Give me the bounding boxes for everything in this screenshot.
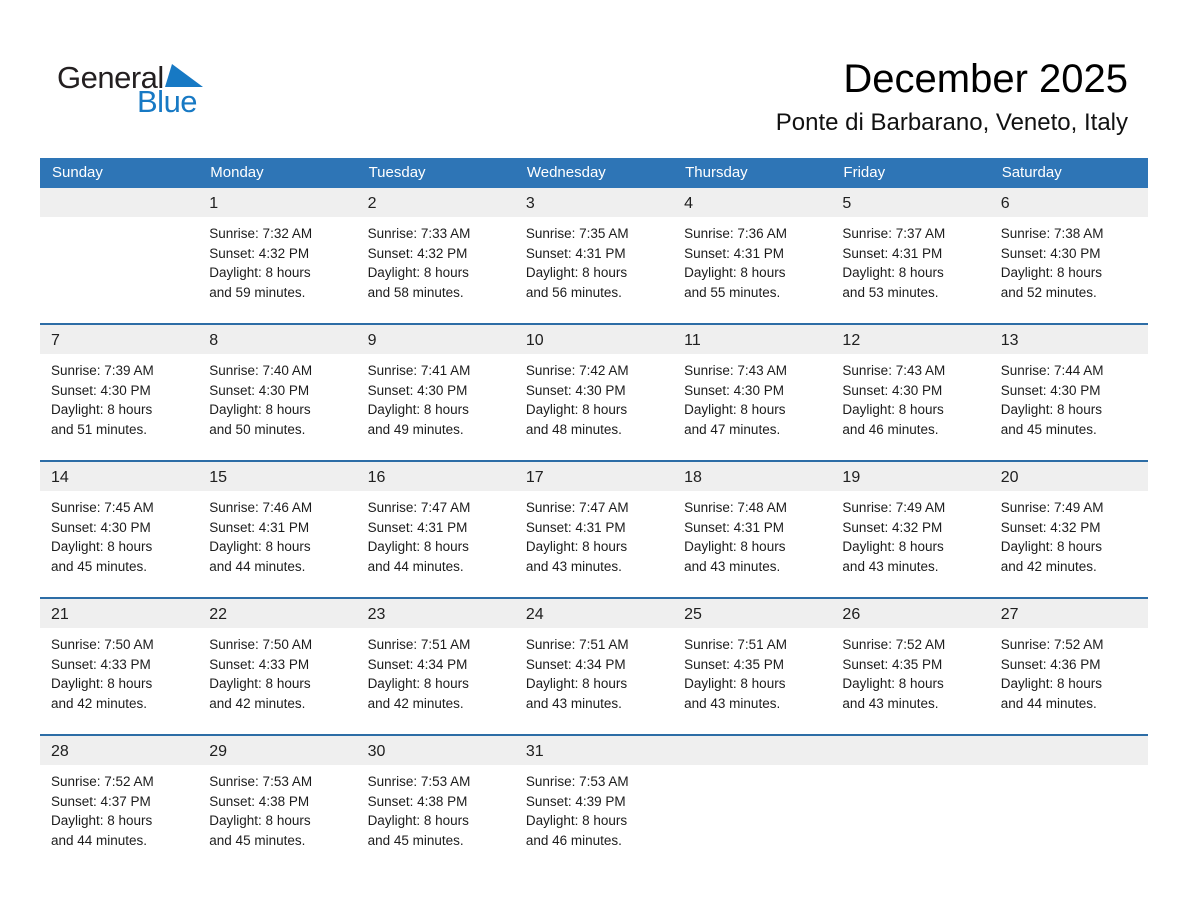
day-number-strip [831, 188, 989, 217]
day-number: 16 [367, 469, 386, 486]
day-number: 8 [209, 332, 219, 349]
calendar-day-cell [515, 325, 673, 460]
day-details [831, 217, 989, 302]
calendar-day-cell [40, 599, 198, 734]
weekday-header-tuesday: Tuesday [368, 164, 426, 181]
sunset-text: Sunset: 4:38 PM [367, 793, 468, 809]
sunset-text: Sunset: 4:33 PM [51, 656, 151, 672]
day-number: 24 [525, 606, 544, 623]
daylight-text-line2: and 42 minutes. [209, 695, 306, 711]
daylight-text-line1: Daylight: 8 hours [51, 539, 153, 554]
week-row-1 [40, 188, 1148, 323]
week-row-5 [40, 734, 1148, 871]
day-number-strip [831, 462, 989, 491]
day-number-strip [40, 325, 198, 354]
day-number-strip [673, 462, 831, 491]
daylight-text-line2: and 47 minutes. [684, 421, 781, 437]
daylight-text-line2: and 45 minutes. [51, 558, 148, 574]
daylight-text-line2: and 43 minutes. [684, 558, 781, 574]
day-number-strip [673, 736, 831, 765]
day-number: 23 [367, 606, 386, 623]
calendar-day-cell [515, 736, 673, 871]
sunrise-text: Sunrise: 7:47 AM [525, 500, 629, 515]
sunrise-text: Sunrise: 7:35 AM [525, 226, 629, 241]
daylight-text-line1: Daylight: 8 hours [1000, 265, 1103, 280]
daylight-text-line2: and 58 minutes. [367, 284, 464, 300]
day-details [40, 765, 198, 850]
calendar-day-cell [357, 188, 515, 323]
page-title: December 2025 [843, 57, 1128, 101]
calendar-day-cell [40, 736, 198, 871]
daylight-text-line2: and 44 minutes. [1000, 695, 1097, 711]
calendar-day-cell [515, 599, 673, 734]
sunrise-text: Sunrise: 7:50 AM [209, 637, 313, 652]
week-row-2 [40, 323, 1148, 460]
weekday-header-saturday: Saturday [1001, 164, 1062, 181]
logo-text-blue: Blue [137, 84, 198, 119]
daylight-text-line1: Daylight: 8 hours [525, 265, 628, 280]
sunrise-text: Sunrise: 7:53 AM [525, 774, 629, 789]
daylight-text-line2: and 56 minutes. [525, 284, 622, 300]
sunset-text: Sunset: 4:30 PM [842, 382, 943, 398]
daylight-text-line1: Daylight: 8 hours [367, 539, 469, 554]
sunset-text: Sunset: 4:32 PM [1000, 519, 1101, 535]
sunrise-text: Sunrise: 7:41 AM [367, 363, 471, 378]
calendar-day-cell [198, 462, 356, 597]
daylight-text-line1: Daylight: 8 hours [1000, 539, 1103, 554]
calendar-day-cell [357, 325, 515, 460]
daylight-text-line2: and 43 minutes. [842, 558, 939, 574]
daylight-text-line2: and 48 minutes. [525, 421, 622, 437]
day-number-strip [40, 462, 198, 491]
day-number-strip [198, 462, 356, 491]
day-number-strip [831, 736, 989, 765]
daylight-text-line2: and 42 minutes. [51, 695, 148, 711]
daylight-text-line2: and 59 minutes. [209, 284, 306, 300]
day-number: 28 [51, 743, 69, 760]
sunrise-text: Sunrise: 7:32 AM [209, 226, 313, 241]
daylight-text-line1: Daylight: 8 hours [367, 402, 469, 417]
daylight-text-line1: Daylight: 8 hours [51, 676, 153, 691]
daylight-text-line2: and 43 minutes. [525, 695, 622, 711]
daylight-text-line1: Daylight: 8 hours [1000, 676, 1103, 691]
day-details [357, 765, 515, 850]
day-details [198, 217, 356, 302]
day-number: 9 [367, 332, 377, 349]
sunrise-text: Sunrise: 7:51 AM [684, 637, 787, 652]
day-number: 2 [367, 195, 377, 212]
daylight-text-line1: Daylight: 8 hours [684, 402, 786, 417]
day-details [831, 491, 989, 576]
calendar-day-cell [990, 188, 1148, 323]
sunrise-text: Sunrise: 7:51 AM [525, 637, 629, 652]
daylight-text-line1: Daylight: 8 hours [367, 676, 469, 691]
sunset-text: Sunset: 4:31 PM [209, 519, 310, 535]
sunrise-text: Sunrise: 7:50 AM [51, 637, 154, 652]
sunset-text: Sunset: 4:30 PM [209, 382, 310, 398]
calendar-day-cell [198, 736, 356, 871]
daylight-text-line1: Daylight: 8 hours [842, 265, 944, 280]
daylight-text-line2: and 45 minutes. [1000, 421, 1097, 437]
day-number-strip [198, 736, 356, 765]
calendar-day-cell [673, 599, 831, 734]
day-details [40, 628, 198, 713]
sunrise-text: Sunrise: 7:43 AM [684, 363, 787, 378]
daylight-text-line1: Daylight: 8 hours [842, 539, 944, 554]
sunset-text: Sunset: 4:32 PM [842, 519, 943, 535]
day-number-strip [198, 599, 356, 628]
sunset-text: Sunset: 4:31 PM [367, 519, 468, 535]
week-row-4 [40, 597, 1148, 734]
day-number: 4 [684, 195, 694, 212]
weekday-header-thursday: Thursday [685, 164, 748, 181]
daylight-text-line1: Daylight: 8 hours [51, 813, 153, 828]
daylight-text-line2: and 53 minutes. [842, 284, 939, 300]
weekday-header-friday: Friday [843, 164, 886, 181]
daylight-text-line2: and 45 minutes. [367, 832, 464, 848]
day-details [515, 765, 673, 850]
day-number-strip [673, 599, 831, 628]
calendar-day-cell [40, 325, 198, 460]
day-number: 20 [1000, 469, 1019, 486]
day-number-strip [40, 736, 198, 765]
sunset-text: Sunset: 4:39 PM [525, 793, 626, 809]
calendar-empty-cell [831, 736, 989, 871]
day-details [990, 491, 1148, 576]
daylight-text-line1: Daylight: 8 hours [209, 676, 311, 691]
sunset-text: Sunset: 4:35 PM [684, 656, 784, 672]
day-number: 14 [51, 469, 69, 486]
day-details [673, 354, 831, 439]
sunset-text: Sunset: 4:34 PM [525, 656, 626, 672]
sunset-text: Sunset: 4:36 PM [1000, 656, 1101, 672]
day-details [357, 628, 515, 713]
daylight-text-line2: and 44 minutes. [367, 558, 464, 574]
day-details [198, 491, 356, 576]
day-details [357, 491, 515, 576]
sunset-text: Sunset: 4:31 PM [684, 245, 784, 261]
daylight-text-line1: Daylight: 8 hours [51, 402, 153, 417]
general-blue-logo [57, 62, 203, 117]
day-number-strip [515, 188, 673, 217]
calendar-day-cell [831, 462, 989, 597]
daylight-text-line2: and 49 minutes. [367, 421, 464, 437]
calendar-day-cell [198, 325, 356, 460]
sunset-text: Sunset: 4:31 PM [525, 245, 626, 261]
calendar [40, 158, 1148, 871]
day-number-strip [990, 188, 1148, 217]
daylight-text-line2: and 43 minutes. [684, 695, 781, 711]
calendar-day-cell [673, 325, 831, 460]
day-number: 12 [842, 332, 861, 349]
day-number-strip [673, 188, 831, 217]
day-number-strip [515, 599, 673, 628]
day-number-strip [515, 736, 673, 765]
sunrise-text: Sunrise: 7:44 AM [1000, 363, 1104, 378]
sunset-text: Sunset: 4:30 PM [1000, 382, 1101, 398]
calendar-day-cell [515, 188, 673, 323]
day-number-strip [990, 736, 1148, 765]
daylight-text-line1: Daylight: 8 hours [842, 676, 944, 691]
day-details [673, 217, 831, 302]
title-block [776, 56, 1128, 137]
sunrise-text: Sunrise: 7:38 AM [1000, 226, 1104, 241]
daylight-text-line2: and 51 minutes. [51, 421, 148, 437]
calendar-day-cell [831, 325, 989, 460]
day-number: 6 [1000, 195, 1010, 212]
day-number: 22 [209, 606, 228, 623]
daylight-text-line1: Daylight: 8 hours [209, 265, 311, 280]
calendar-day-cell [990, 599, 1148, 734]
sunrise-text: Sunrise: 7:51 AM [367, 637, 471, 652]
sunset-text: Sunset: 4:30 PM [51, 519, 151, 535]
day-number-strip [990, 325, 1148, 354]
day-number: 11 [684, 332, 701, 349]
sunset-text: Sunset: 4:37 PM [51, 793, 151, 809]
sunrise-text: Sunrise: 7:42 AM [525, 363, 629, 378]
weekday-header-row [40, 158, 1148, 188]
daylight-text-line2: and 46 minutes. [842, 421, 939, 437]
sunrise-text: Sunrise: 7:53 AM [367, 774, 471, 789]
daylight-text-line2: and 50 minutes. [209, 421, 306, 437]
sunset-text: Sunset: 4:30 PM [367, 382, 468, 398]
day-number: 21 [51, 606, 69, 623]
day-number-strip [198, 188, 356, 217]
day-details [515, 354, 673, 439]
day-number: 30 [367, 743, 386, 760]
day-number: 1 [209, 195, 219, 212]
day-details [831, 354, 989, 439]
sunset-text: Sunset: 4:32 PM [209, 245, 310, 261]
day-number-strip [357, 325, 515, 354]
day-number-strip [357, 736, 515, 765]
day-number-strip [990, 462, 1148, 491]
calendar-day-cell [357, 599, 515, 734]
day-details [990, 217, 1148, 302]
sunrise-text: Sunrise: 7:45 AM [51, 500, 154, 515]
sunrise-text: Sunrise: 7:48 AM [684, 500, 787, 515]
weekday-header-wednesday: Wednesday [526, 164, 606, 181]
day-details [673, 765, 831, 772]
day-details [357, 217, 515, 302]
day-details [990, 765, 1148, 772]
daylight-text-line2: and 42 minutes. [367, 695, 464, 711]
sunset-text: Sunset: 4:30 PM [51, 382, 151, 398]
daylight-text-line2: and 55 minutes. [684, 284, 781, 300]
day-details [673, 628, 831, 713]
sunrise-text: Sunrise: 7:52 AM [51, 774, 154, 789]
daylight-text-line1: Daylight: 8 hours [209, 813, 311, 828]
day-number: 31 [525, 743, 544, 760]
sunrise-text: Sunrise: 7:53 AM [209, 774, 313, 789]
daylight-text-line1: Daylight: 8 hours [684, 539, 786, 554]
day-details [357, 354, 515, 439]
sunset-text: Sunset: 4:30 PM [684, 382, 784, 398]
day-number-strip [198, 325, 356, 354]
sunrise-text: Sunrise: 7:49 AM [1000, 500, 1104, 515]
calendar-day-cell [990, 325, 1148, 460]
day-number: 19 [842, 469, 861, 486]
logo-text-general: General [57, 60, 164, 95]
calendar-day-cell [40, 462, 198, 597]
day-details [198, 354, 356, 439]
day-number: 18 [684, 469, 702, 486]
sunset-text: Sunset: 4:33 PM [209, 656, 310, 672]
day-number-strip [990, 599, 1148, 628]
daylight-text-line1: Daylight: 8 hours [525, 539, 628, 554]
daylight-text-line2: and 44 minutes. [51, 832, 148, 848]
daylight-text-line2: and 45 minutes. [209, 832, 306, 848]
day-number: 25 [684, 606, 702, 623]
daylight-text-line2: and 43 minutes. [525, 558, 622, 574]
day-number: 27 [1000, 606, 1019, 623]
daylight-text-line2: and 52 minutes. [1000, 284, 1097, 300]
sunset-text: Sunset: 4:35 PM [842, 656, 943, 672]
daylight-text-line1: Daylight: 8 hours [684, 676, 786, 691]
sunrise-text: Sunrise: 7:52 AM [842, 637, 946, 652]
daylight-text-line1: Daylight: 8 hours [367, 265, 469, 280]
day-number: 29 [209, 743, 228, 760]
day-details [831, 628, 989, 713]
day-number: 10 [525, 332, 544, 349]
day-details [515, 217, 673, 302]
page-header [0, 0, 1188, 158]
day-details [515, 628, 673, 713]
day-number-strip [40, 599, 198, 628]
calendar-day-cell [198, 188, 356, 323]
daylight-text-line1: Daylight: 8 hours [525, 813, 628, 828]
calendar-day-cell [831, 599, 989, 734]
sunrise-text: Sunrise: 7:43 AM [842, 363, 946, 378]
sunrise-text: Sunrise: 7:40 AM [209, 363, 313, 378]
sunrise-text: Sunrise: 7:49 AM [842, 500, 946, 515]
calendar-day-cell [831, 188, 989, 323]
weekday-header-sunday: Sunday [52, 164, 103, 181]
day-number: 5 [842, 195, 852, 212]
day-details [673, 491, 831, 576]
daylight-text-line2: and 46 minutes. [525, 832, 622, 848]
sunset-text: Sunset: 4:30 PM [525, 382, 626, 398]
daylight-text-line1: Daylight: 8 hours [842, 402, 944, 417]
calendar-day-cell [673, 188, 831, 323]
sunrise-text: Sunrise: 7:39 AM [51, 363, 154, 378]
daylight-text-line2: and 42 minutes. [1000, 558, 1097, 574]
calendar-day-cell [357, 736, 515, 871]
day-number: 13 [1000, 332, 1019, 349]
day-number-strip [40, 188, 198, 217]
calendar-empty-cell [40, 188, 198, 323]
sunset-text: Sunset: 4:32 PM [367, 245, 468, 261]
calendar-day-cell [673, 462, 831, 597]
day-details [40, 491, 198, 576]
day-number-strip [831, 325, 989, 354]
day-details [198, 628, 356, 713]
daylight-text-line1: Daylight: 8 hours [209, 539, 311, 554]
day-number: 3 [525, 195, 535, 212]
daylight-text-line1: Daylight: 8 hours [367, 813, 469, 828]
daylight-text-line1: Daylight: 8 hours [1000, 402, 1103, 417]
day-number: 26 [842, 606, 861, 623]
page-subtitle: Ponte di Barbarano, Veneto, Italy [775, 109, 1128, 136]
day-number: 15 [209, 469, 228, 486]
day-number-strip [357, 188, 515, 217]
calendar-day-cell [357, 462, 515, 597]
weekday-header-monday: Monday [210, 164, 264, 181]
daylight-text-line1: Daylight: 8 hours [525, 676, 628, 691]
day-number: 17 [525, 469, 544, 486]
day-number: 7 [51, 332, 60, 349]
sunset-text: Sunset: 4:31 PM [684, 519, 784, 535]
day-number-strip [357, 462, 515, 491]
day-number-strip [515, 462, 673, 491]
daylight-text-line1: Daylight: 8 hours [684, 265, 786, 280]
calendar-day-cell [515, 462, 673, 597]
sunrise-text: Sunrise: 7:33 AM [367, 226, 471, 241]
calendar-day-cell [990, 462, 1148, 597]
sunset-text: Sunset: 4:30 PM [1000, 245, 1101, 261]
daylight-text-line2: and 44 minutes. [209, 558, 306, 574]
sunset-text: Sunset: 4:31 PM [525, 519, 626, 535]
calendar-empty-cell [990, 736, 1148, 871]
sunrise-text: Sunrise: 7:46 AM [209, 500, 313, 515]
calendar-day-cell [198, 599, 356, 734]
day-number-strip [673, 325, 831, 354]
sunset-text: Sunset: 4:38 PM [209, 793, 310, 809]
day-details [831, 765, 989, 772]
day-details [40, 354, 198, 439]
sunrise-text: Sunrise: 7:37 AM [842, 226, 946, 241]
calendar-empty-cell [673, 736, 831, 871]
sunrise-text: Sunrise: 7:52 AM [1000, 637, 1104, 652]
day-number-strip [831, 599, 989, 628]
daylight-text-line1: Daylight: 8 hours [525, 402, 628, 417]
week-row-3 [40, 460, 1148, 597]
daylight-text-line2: and 43 minutes. [842, 695, 939, 711]
day-details [198, 765, 356, 850]
sunrise-text: Sunrise: 7:36 AM [684, 226, 787, 241]
day-number-strip [357, 599, 515, 628]
day-details [990, 354, 1148, 439]
sunrise-text: Sunrise: 7:47 AM [367, 500, 471, 515]
day-details [515, 491, 673, 576]
day-details [40, 217, 198, 224]
daylight-text-line1: Daylight: 8 hours [209, 402, 311, 417]
day-details [990, 628, 1148, 713]
day-number-strip [515, 325, 673, 354]
sunset-text: Sunset: 4:34 PM [367, 656, 468, 672]
sunset-text: Sunset: 4:31 PM [842, 245, 943, 261]
